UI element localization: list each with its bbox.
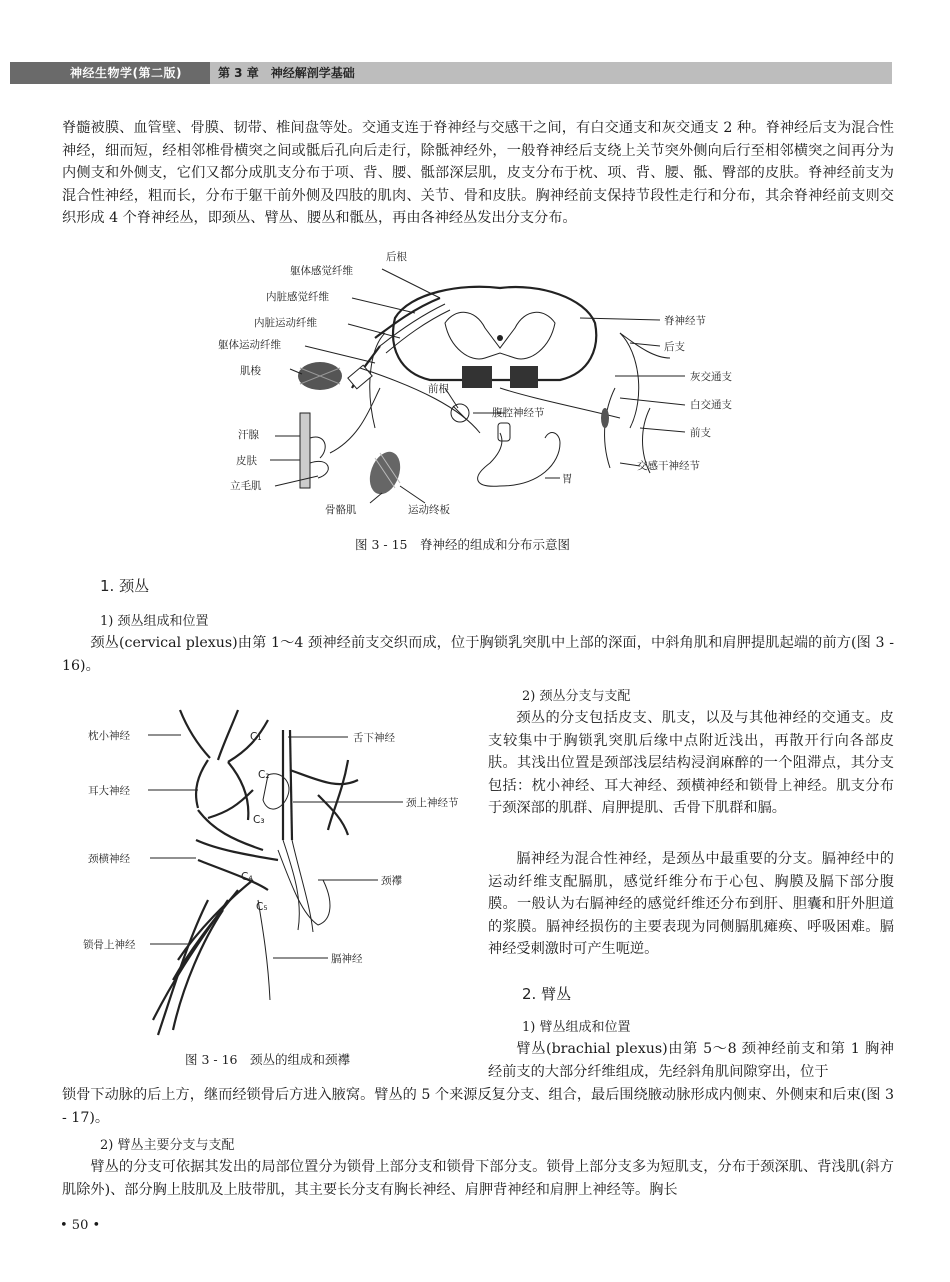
label-transverse-cervical: 颈横神经 [88, 853, 130, 865]
label-somatic-motor: 躯体运动纤维 [218, 339, 281, 351]
label-c2: C₂ [258, 769, 270, 781]
label-gray-ramus: 灰交通支 [690, 371, 732, 383]
label-dorsal-branch: 后支 [664, 341, 685, 353]
label-dorsal-root: 后根 [386, 251, 407, 263]
label-spinal-ganglion: 脊神经节 [664, 315, 706, 327]
label-celiac-ganglion: 腹腔神经节 [492, 407, 545, 419]
label-ventral-branch: 前支 [690, 427, 711, 439]
label-c1: C₁ [250, 731, 262, 743]
body-paragraph-6: 臂丛的分支可依据其发出的局部位置分为锁骨上部分支和锁骨下部分支。锁骨上部分支多为短肌支，分布于颈深肌、背浅肌(斜方肌除外)、部分胸上肢肌及上肢带肌，其主要长分支有胸长神经、肩胛背神经和肩胛上神经等。胸长 [62, 1159, 894, 1198]
label-ventral-root: 前根 [428, 383, 449, 395]
label-c5: C₅ [256, 901, 268, 913]
label-ansa-cervicalis: 颈襻 [381, 875, 402, 887]
label-sympathetic-ganglion: 交感干神经节 [637, 460, 700, 472]
label-lesser-occipital: 枕小神经 [88, 730, 130, 742]
label-skin: 皮肤 [236, 455, 257, 467]
subsection-2-1-title: 1) 臂丛组成和位置 [522, 1020, 631, 1035]
skin-block [300, 413, 310, 488]
figure-3-16-caption: 图 3 - 16 颈丛的组成和颈襻 [185, 1052, 351, 1067]
subsection-2-2-title: 2) 臂丛主要分支与支配 [100, 1138, 235, 1153]
label-supraclavicular: 锁骨上神经 [83, 939, 136, 951]
label-somatic-sensory: 躯体感觉纤维 [290, 265, 353, 277]
figure-cervical-plexus-diagram [78, 700, 478, 1040]
label-superior-cervical-ganglion: 颈上神经节 [406, 797, 459, 809]
label-c4: C₄ [241, 871, 253, 883]
central-canal [497, 335, 503, 341]
label-visceral-motor: 内脏运动纤维 [254, 317, 317, 329]
label-visceral-sensory: 内脏感觉纤维 [266, 291, 329, 303]
label-sweat-gland: 汗腺 [238, 429, 259, 441]
label-stomach: 胃 [562, 473, 573, 485]
figure-spinal-nerve-diagram [200, 238, 760, 528]
label-hypoglossal: 舌下神经 [353, 732, 395, 744]
section-2-title: 2. 臂丛 [522, 985, 572, 1003]
running-header-chapter: 第 3 章 神经解剖学基础 [218, 66, 355, 80]
label-skeletal-muscle: 骨骼肌 [325, 504, 357, 516]
running-header-book-title: 神经生物学(第二版) [70, 66, 182, 80]
subsection-1-1-title: 1) 颈丛组成和位置 [100, 614, 209, 629]
label-c3: C₃ [253, 814, 265, 826]
ventral-root-left [462, 366, 492, 388]
spinal-cord-outline [393, 287, 596, 380]
label-arrector-pili: 立毛肌 [230, 480, 262, 492]
subsection-1-2-title: 2) 颈丛分支与支配 [522, 689, 631, 704]
body-paragraph-5a: 臂丛(brachial plexus)由第 5～8 颈神经前支和第 1 胸神经前支的大部分纤维组成，先经斜角肌间隙穿出，位于 [488, 1041, 894, 1080]
label-phrenic: 膈神经 [331, 953, 363, 965]
label-muscle-spindle: 肌梭 [240, 365, 261, 377]
phrenic-nerve [258, 900, 270, 1000]
page-number: • 50 • [60, 1218, 101, 1233]
ventral-root-right [510, 366, 538, 388]
label-white-ramus: 白交通支 [690, 399, 732, 411]
body-paragraph-4: 膈神经为混合性神经，是颈丛中最重要的分支。膈神经中的运动纤维支配膈肌，感觉纤维分布于心包、胸膜及膈下部分腹膜。一般认为右膈神经的感觉纤维还分布到肝、胆囊和肝外胆道的浆膜。膈神经损伤的主要表现为同侧膈肌瘫痪、呼吸困难。膈神经受刺激时可产生呃逆。 [488, 851, 894, 957]
label-great-auricular: 耳大神经 [88, 785, 130, 797]
section-1-title: 1. 颈丛 [100, 577, 150, 595]
sympathetic-trunk [605, 388, 615, 468]
body-paragraph-1: 脊髓被膜、血管壁、骨膜、韧带、椎间盘等处。交通支连于脊神经与交感干之间，有白交通支和灰交通支 2 种。脊神经后支为混合性神经，细而短，经相邻椎骨横突之间或骶后孔向后走行，除骶神经外，一般脊神经后支绕上关节突外侧向后行至相邻横突之间再分为内侧支和外侧支，它们又都分成肌支分布于项、背、腰、骶部深层肌，皮支分布于枕、项、背、腰、骶、臀部的皮肤。脊神经前支为混合性神经，粗而长，分布于躯干前外侧及四肢的肌肉、关节、骨和皮肤。胸神经前支保持节段性走行和分布，其余脊神经前支则交织形成 4 个脊神经丛，即颈丛、臂丛、腰丛和骶丛，再由各神经丛发出分支分布。 [62, 120, 894, 226]
body-paragraph-2: 颈丛(cervical plexus)由第 1～4 颈神经前支交织而成，位于胸锁乳突肌中上部的深面，中斜角肌和肩胛提肌起端的前方(图 3 - 16)。 [62, 635, 894, 674]
figure-3-15-caption: 图 3 - 15 脊神经的组成和分布示意图 [355, 537, 571, 552]
body-paragraph-5b: 锁骨下动脉的后上方，继而经锁骨后方进入腋窝。臂丛的 5 个来源反复分支、组合，最后围绕腋动脉形成内侧束、外侧束和后束(图 3 - 17)。 [62, 1087, 894, 1126]
body-paragraph-3: 颈丛的分支包括皮支、肌支，以及与其他神经的交通支。皮支较集中于胸锁乳突肌后缘中点附近浅出，再散开行向各部皮肤。其浅出位置是颈部浅层结构浸润麻醉的一个阻滞点，其分支包括：枕小神经、耳大神经、颈横神经和锁骨上神经。肌支分布于颈深部的肌群、肩胛提肌、舌骨下肌群和膈。 [488, 710, 894, 816]
label-motor-endplate: 运动终板 [408, 504, 450, 516]
